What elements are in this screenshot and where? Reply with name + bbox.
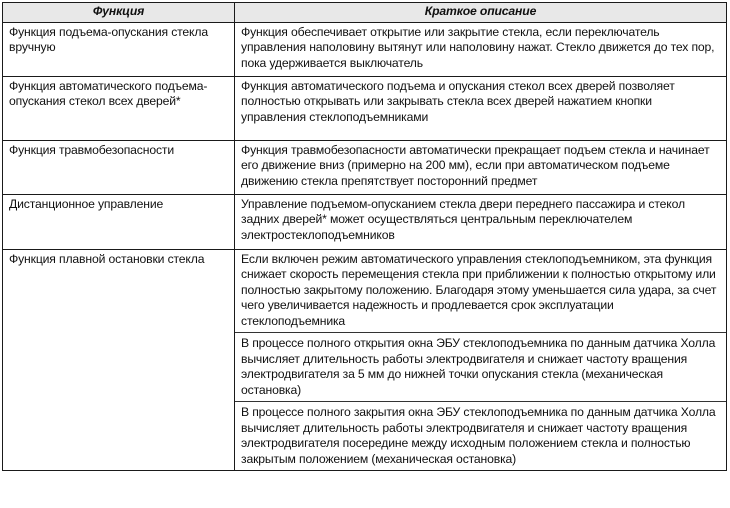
function-cell: Функция плавной остановки стекла [3,249,235,471]
header-function: Функция [3,3,235,23]
description-paragraph: В процессе полного закрытия окна ЭБУ стеклоподъемника по данным датчика Холла вычисляет длительность работы электродвигателя и снижает частоту вращения электродвигателя посередине между исходным положением стекла и полностью закрытым положением (механическая остановка) [235,401,726,467]
description-cell [235,22,727,76]
description-cell [235,140,727,194]
description-paragraph: Функция автоматического подъема и опускания стекол всех дверей позволяет полностью открывать или закрывать стекла всех дверей нажатием кнопки управления стеклоподъемниками [241,78,675,124]
table-header-row [3,3,727,23]
table-row [3,76,727,140]
table-row [3,140,727,194]
description-cell [235,249,727,471]
description-paragraph: Функция обеспечивает открытие или закрытие стекла, если переключатель управления наполовину вытянут или наполовину нажат. Стекло движется до тех пор, пока удерживается выключатель [241,24,715,70]
description-cell [235,76,727,140]
function-cell: Функция подъема-опускания стекла вручную [3,22,235,76]
description-cell [235,194,727,249]
function-cell: Функция автоматического подъема-опускания стекол всех дверей* [3,76,235,140]
table-row [3,22,727,76]
header-description: Краткое описание [235,3,727,23]
description-paragraph: Функция травмобезопасности автоматически прекращает подъем стекла и начинает его движение вниз (примерно на 200 мм), если при автоматическом подъеме движению стекла препятствует посторонний предмет [241,142,710,188]
table-row [3,194,727,249]
table-row [3,249,727,471]
window-functions-table [2,2,727,471]
description-paragraph: Управление подъемом-опусканием стекла двери переднего пассажира и стекол задних дверей* может осуществляться центральным переключателем электростеклоподъемников [241,196,685,242]
description-paragraph: В процессе полного открытия окна ЭБУ стеклоподъемника по данным датчика Холла вычисляет длительность работы электродвигателя и снижает частоту вращения электродвигателя за 5 мм до нижней точки опускания стекла (механическая остановка) [235,332,726,398]
description-paragraph: Если включен режим автоматического управления стеклоподъемником, эта функция снижает скорость перемещения стекла при приближении к полностью открытому или полностью закрытому положению. Благодаря этому уменьшается сила удара, за счет чего увеличивается надежность и продлевается срок эксплуатации стеклоподъемника [241,251,717,328]
function-cell: Дистанционное управление [3,194,235,249]
function-cell: Функция травмобезопасности [3,140,235,194]
